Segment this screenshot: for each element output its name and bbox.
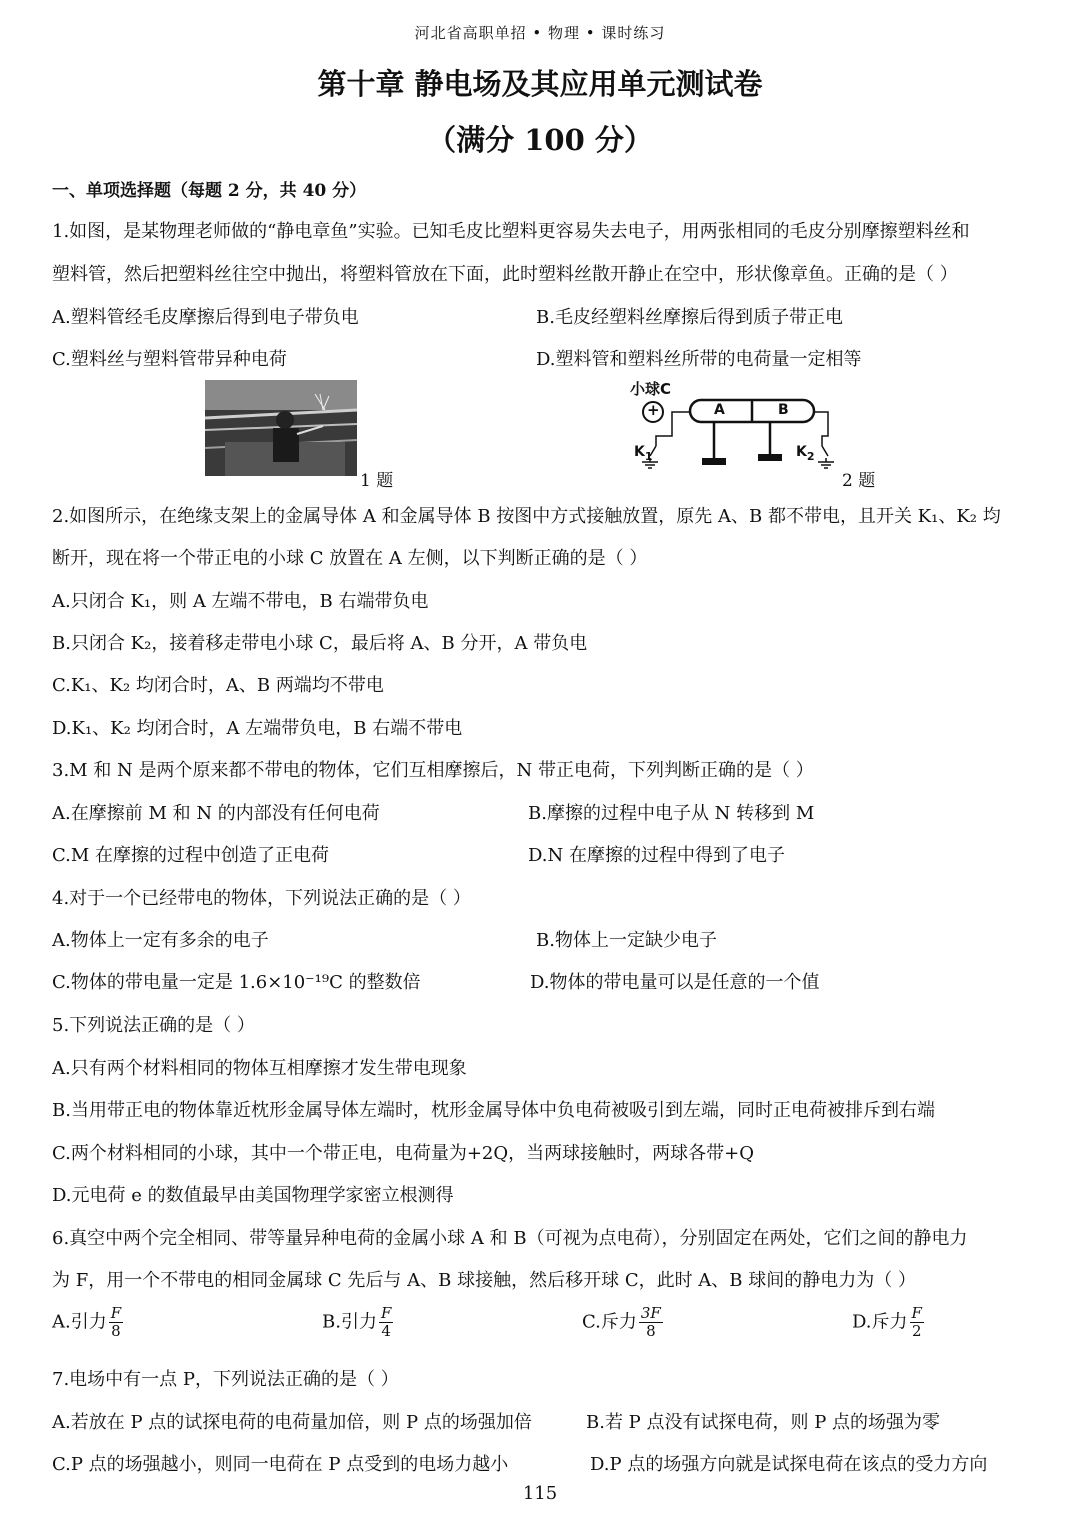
- q7-option-d: D.P 点的场强方向就是试探电荷在该点的受力方向: [590, 1454, 988, 1475]
- q4-option-a: A.物体上一定有多余的电子: [52, 930, 269, 951]
- conductor-b-label: B: [778, 402, 789, 418]
- q1-option-a: A.塑料管经毛皮摩擦后得到电子带负电: [52, 307, 359, 328]
- q1-stem-line2: 塑料管，然后把塑料丝往空中抛出，将塑料管放在下面，此时塑料丝散开静止在空中，形状像章鱼。正确的是（ ）: [52, 264, 958, 285]
- fig1-caption: 1 题: [360, 471, 394, 491]
- q3-stem: 3.M 和 N 是两个原来都不带电的物体，它们互相摩擦后，N 带正电荷，下列判断正确的是（ ）: [52, 760, 814, 781]
- q6-option-c: C.斥力 $\frac{3F}{8}$: [582, 1304, 661, 1340]
- q5-option-a: A.只有两个材料相同的物体互相摩擦才发生带电现象: [52, 1058, 467, 1079]
- page-number: 115: [522, 1483, 558, 1504]
- q1-option-c: C.塑料丝与塑料管带异种电荷: [52, 349, 287, 370]
- q7-option-b: B.若 P 点没有试探电荷，则 P 点的场强为零: [586, 1412, 941, 1433]
- q6-stem-line1: 6.真空中两个完全相同、带等量异种电荷的金属小球 A 和 B（可视为点电荷），分别固定在两处，它们之间的静电力: [52, 1228, 968, 1249]
- q5-stem: 5.下列说法正确的是（ ）: [52, 1015, 255, 1036]
- q5-option-d: D.元电荷 e 的数值最早由美国物理学家密立根测得: [52, 1185, 454, 1206]
- q2-option-b: B.只闭合 K₂，接着移走带电小球 C，最后将 A、B 分开，A 带负电: [52, 633, 588, 654]
- q4-option-b: B.物体上一定缺少电子: [536, 930, 717, 951]
- q1-option-d: D.塑料管和塑料丝所带的电荷量一定相等: [536, 349, 862, 370]
- ball-c-label: 小球C: [630, 380, 672, 398]
- q5-option-c: C.两个材料相同的小球，其中一个带正电，电荷量为+2Q，当两球接触时，两球各带+Q: [52, 1143, 754, 1164]
- q1-stem-line1: 1.如图，是某物理老师做的“静电章鱼”实验。已知毛皮比塑料更容易失去电子，用两张相同的毛皮分别摩擦塑料丝和: [52, 221, 970, 242]
- q2-option-a: A.只闭合 K₁，则 A 左端不带电，B 右端带负电: [52, 591, 429, 612]
- q1-option-b: B.毛皮经塑料丝摩擦后得到质子带正电: [536, 307, 843, 328]
- page-title: 第十章 静电场及其应用单元测试卷: [317, 67, 763, 101]
- fig2-caption: 2 题: [842, 471, 876, 491]
- switch-k2-label: $K_2$: [796, 444, 815, 463]
- q4-stem: 4.对于一个已经带电的物体，下列说法正确的是（ ）: [52, 888, 471, 909]
- q6-option-a: A.引力 $\frac{F}{8}$: [52, 1304, 122, 1340]
- q5-option-b: B.当用带正电的物体靠近枕形金属导体左端时，枕形金属导体中负电荷被吸引到左端，同时正电荷被排斥到右端: [52, 1100, 935, 1121]
- q3-option-a: A.在摩擦前 M 和 N 的内部没有任何电荷: [52, 803, 380, 824]
- q3-option-c: C.M 在摩擦的过程中创造了正电荷: [52, 845, 330, 866]
- q4-option-c: C.物体的带电量一定是 1.6×10⁻¹⁹C 的整数倍: [52, 972, 421, 993]
- section-heading: 一、单项选择题（每题 2 分，共 40 分）: [52, 181, 367, 201]
- q7-stem: 7.电场中有一点 P，下列说法正确的是（ ）: [52, 1369, 399, 1390]
- page-subtitle: （满分 100 分）: [427, 123, 653, 157]
- q3-option-d: D.N 在摩擦的过程中得到了电子: [528, 845, 785, 866]
- q2-option-d: D.K₁、K₂ 均闭合时，A 左端带负电，B 右端不带电: [52, 718, 463, 739]
- q2-option-c: C.K₁、K₂ 均闭合时，A、B 两端均不带电: [52, 675, 384, 696]
- q2-stem-line2: 断开，现在将一个带正电的小球 C 放置在 A 左侧，以下判断正确的是（ ）: [52, 548, 648, 569]
- q7-option-c: C.P 点的场强越小，则同一电荷在 P 点受到的电场力越小: [52, 1454, 509, 1475]
- conductor-a-label: A: [714, 402, 725, 418]
- q4-option-d: D.物体的带电量可以是任意的一个值: [530, 972, 820, 993]
- conductor-diagram: [628, 376, 848, 486]
- q6-option-d: D.斥力 $\frac{F}{2}$: [852, 1304, 922, 1340]
- plus-sign: +: [647, 401, 660, 419]
- switch-k1-label: $K_1$: [634, 444, 653, 463]
- q3-option-b: B.摩擦的过程中电子从 N 转移到 M: [528, 803, 815, 824]
- octopus-experiment-photo: [205, 380, 357, 476]
- q2-stem-line1: 2.如图所示，在绝缘支架上的金属导体 A 和金属导体 B 按图中方式接触放置，原先 A、B 都不带电，且开关 K₁、K₂ 均: [52, 506, 1001, 527]
- q7-option-a: A.若放在 P 点的试探电荷的电荷量加倍，则 P 点的场强加倍: [52, 1412, 532, 1433]
- q6-stem-line2: 为 F，用一个不带电的相同金属球 C 先后与 A、B 球接触，然后移开球 C，此时 A、B 球间的静电力为（ ）: [52, 1270, 916, 1291]
- q6-option-b: B.引力 $\frac{F}{4}$: [322, 1304, 392, 1340]
- page-header: 河北省高职单招 • 物理 • 课时练习: [414, 24, 666, 42]
